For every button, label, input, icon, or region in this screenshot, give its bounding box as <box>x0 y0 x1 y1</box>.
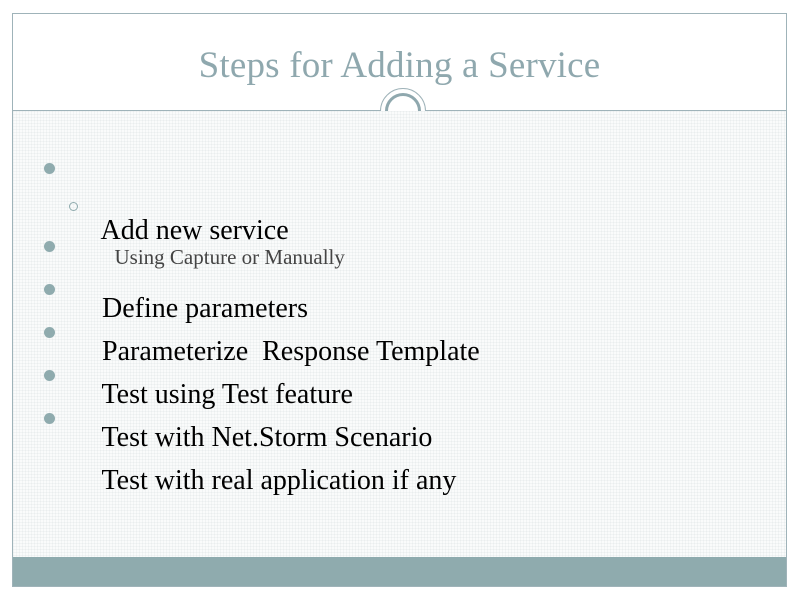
bullet-item <box>60 401 456 529</box>
slide <box>12 13 787 587</box>
bullet-dot-icon <box>44 284 55 295</box>
bullet-text: Test using Test feature <box>101 379 353 410</box>
bullet-text: Parameterize Response Template <box>102 336 480 367</box>
footer-bar <box>13 557 786 586</box>
bullet-text: Define parameters <box>102 293 308 324</box>
bullet-dot-icon <box>44 413 55 424</box>
bullet-dot-icon <box>44 370 55 381</box>
sub-bullet-ring-icon <box>69 202 78 211</box>
bullet-dot-icon <box>44 327 55 338</box>
bullet-dot-icon <box>44 163 55 174</box>
bullet-text: Add new service <box>100 215 289 246</box>
slide-title: Steps for Adding a Service <box>198 45 601 86</box>
bullet-text: Test with real application if any <box>101 465 457 496</box>
bullet-dot-icon <box>44 241 55 252</box>
content-area <box>13 111 786 559</box>
bullet-text: Test with Net.Storm Scenario <box>101 422 433 453</box>
sub-bullet-text: Using Capture or Manually <box>114 245 345 269</box>
